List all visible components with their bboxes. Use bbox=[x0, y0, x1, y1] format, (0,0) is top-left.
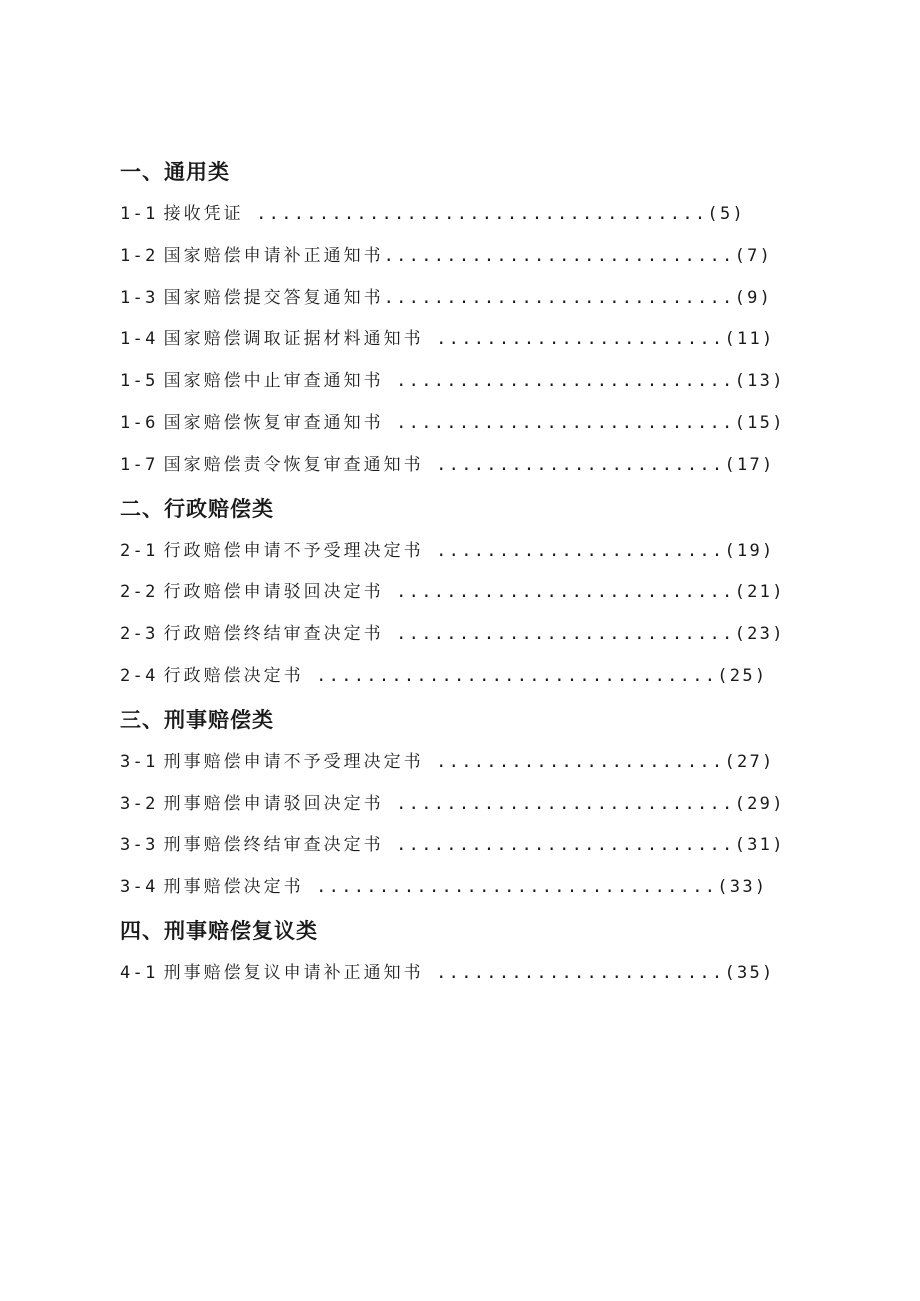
toc-entry[interactable] bbox=[120, 614, 785, 656]
dot-leader: ........................... bbox=[383, 582, 735, 603]
toc-entry[interactable] bbox=[120, 656, 768, 698]
toc-entry[interactable] bbox=[120, 361, 785, 403]
entry-code: 1-2 bbox=[120, 245, 158, 266]
section-heading: 一、通用类 bbox=[120, 160, 230, 184]
dot-leader: ........................... bbox=[383, 793, 735, 814]
entry-page: (27) bbox=[724, 751, 775, 772]
entry-code: 2-2 bbox=[120, 582, 158, 603]
entry-title: 国家赔偿恢复审查通知书 bbox=[163, 412, 384, 433]
entry-page: (31) bbox=[734, 835, 785, 856]
dot-leader: .................................... bbox=[243, 204, 708, 224]
entry-title: 国家赔偿提交答复通知书 bbox=[163, 287, 384, 308]
table-of-contents bbox=[120, 150, 785, 995]
entry-code: 3-2 bbox=[120, 793, 158, 814]
entry-title: 刑事赔偿申请驳回决定书 bbox=[163, 793, 384, 814]
entry-title: 国家赔偿中止审查通知书 bbox=[163, 371, 384, 392]
entry-page: (19) bbox=[724, 540, 775, 561]
toc-entry[interactable] bbox=[120, 319, 775, 361]
entry-code: 1-4 bbox=[120, 329, 158, 350]
entry-title: 行政赔偿申请不予受理决定书 bbox=[163, 540, 424, 561]
toc-entry[interactable] bbox=[120, 825, 785, 867]
entry-code: 3-3 bbox=[120, 835, 158, 856]
entry-page: (23) bbox=[734, 624, 785, 645]
toc-entry[interactable] bbox=[120, 572, 785, 614]
entry-code: 1-1 bbox=[120, 204, 158, 224]
section-heading: 四、刑事赔偿复议类 bbox=[120, 918, 318, 943]
dot-leader: ....................... bbox=[423, 540, 725, 561]
toc-entry[interactable] bbox=[120, 445, 775, 487]
entry-page: (7) bbox=[734, 245, 773, 266]
entry-title: 接收凭证 bbox=[163, 204, 244, 224]
entry-code: 4-1 bbox=[120, 962, 158, 983]
dot-leader: ....................... bbox=[423, 454, 725, 475]
entry-page: (33) bbox=[717, 877, 768, 898]
entry-code: 1-7 bbox=[120, 454, 158, 475]
entry-title: 刑事赔偿申请不予受理决定书 bbox=[163, 751, 424, 772]
section-criminal bbox=[120, 698, 785, 909]
dot-leader: ............................ bbox=[383, 245, 735, 266]
entry-page: (17) bbox=[724, 454, 775, 475]
entry-page: (15) bbox=[734, 412, 785, 433]
dot-leader: ........................... bbox=[383, 412, 735, 433]
toc-entry[interactable] bbox=[120, 953, 775, 995]
toc-entry[interactable] bbox=[120, 403, 785, 445]
entry-page: (11) bbox=[724, 329, 775, 350]
dot-leader: ........................... bbox=[383, 835, 735, 856]
entry-code: 2-3 bbox=[120, 624, 158, 645]
dot-leader: ................................ bbox=[303, 665, 718, 686]
entry-code: 2-4 bbox=[120, 665, 158, 686]
entry-code: 1-3 bbox=[120, 287, 158, 308]
entry-title: 行政赔偿申请驳回决定书 bbox=[163, 582, 384, 603]
section-criminal-review bbox=[120, 909, 775, 995]
section-administrative bbox=[120, 487, 785, 698]
entry-title: 行政赔偿决定书 bbox=[163, 665, 304, 686]
entry-code: 3-1 bbox=[120, 751, 158, 772]
section-heading: 三、刑事赔偿类 bbox=[120, 707, 274, 732]
toc-entry[interactable] bbox=[120, 194, 746, 236]
entry-page: (21) bbox=[734, 582, 785, 603]
section-heading: 二、行政赔偿类 bbox=[120, 496, 274, 521]
entry-code: 1-6 bbox=[120, 412, 158, 433]
entry-page: (5) bbox=[707, 204, 746, 224]
section-general bbox=[120, 150, 785, 487]
entry-code: 1-5 bbox=[120, 371, 158, 392]
entry-title: 刑事赔偿终结审查决定书 bbox=[163, 835, 384, 856]
entry-page: (13) bbox=[734, 371, 785, 392]
toc-entry[interactable] bbox=[120, 784, 785, 826]
toc-entry[interactable] bbox=[120, 236, 773, 278]
toc-entry[interactable] bbox=[120, 531, 775, 573]
entry-page: (35) bbox=[724, 962, 775, 983]
entry-title: 国家赔偿调取证据材料通知书 bbox=[163, 329, 424, 350]
dot-leader: ................................ bbox=[303, 877, 718, 898]
entry-page: (25) bbox=[717, 665, 768, 686]
entry-page: (9) bbox=[734, 287, 773, 308]
toc-entry[interactable] bbox=[120, 742, 775, 784]
entry-page: (29) bbox=[734, 793, 785, 814]
dot-leader: ....................... bbox=[423, 962, 725, 983]
entry-title: 行政赔偿终结审查决定书 bbox=[163, 624, 384, 645]
entry-title: 国家赔偿责令恢复审查通知书 bbox=[163, 454, 424, 475]
toc-entry[interactable] bbox=[120, 278, 773, 320]
dot-leader: ....................... bbox=[423, 751, 725, 772]
dot-leader: ........................... bbox=[383, 371, 735, 392]
entry-code: 3-4 bbox=[120, 877, 158, 898]
entry-title: 国家赔偿申请补正通知书 bbox=[163, 245, 384, 266]
dot-leader: ........................... bbox=[383, 624, 735, 645]
dot-leader: ............................ bbox=[383, 287, 735, 308]
toc-entry[interactable] bbox=[120, 867, 768, 909]
dot-leader: ....................... bbox=[423, 329, 725, 350]
entry-title: 刑事赔偿决定书 bbox=[163, 877, 304, 898]
entry-title: 刑事赔偿复议申请补正通知书 bbox=[163, 962, 424, 983]
entry-code: 2-1 bbox=[120, 540, 158, 561]
